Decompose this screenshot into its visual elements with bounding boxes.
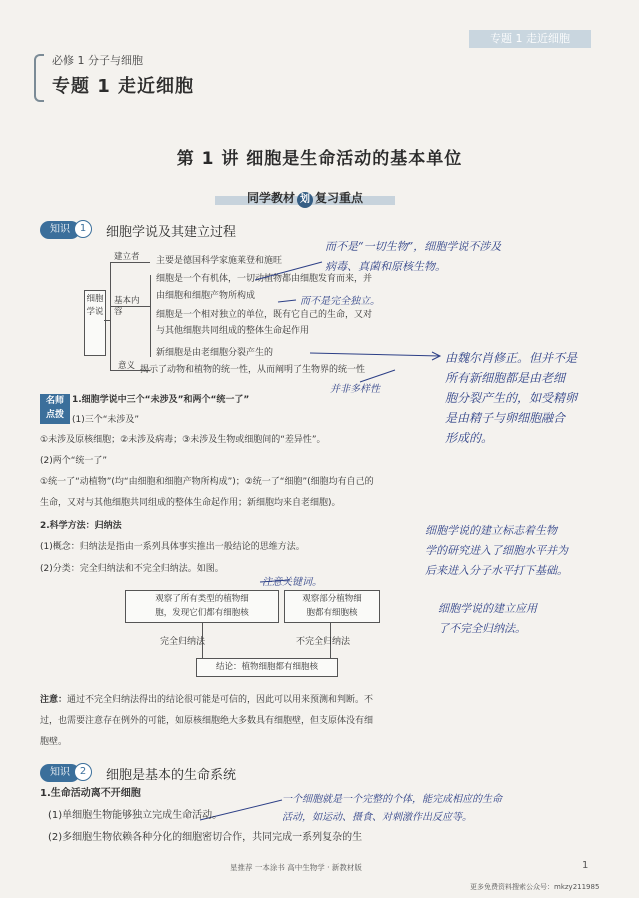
flow-label-complete: 完全归纳法 <box>160 637 206 647</box>
note-line-2: 过，也需要注意存在例外的可能，如原核细胞绝大多数具有细胞壁，但支原体没有细 <box>40 716 374 726</box>
note-11: 学的研究进入了细胞水平并为 <box>425 544 568 557</box>
header-tab: 专题 1 走近细胞 <box>469 30 591 48</box>
s2-heading: 1.生命活动离不开细胞 <box>40 788 141 799</box>
s2-a: (1)单细胞生物能够独立完成生命活动。 <box>48 810 223 821</box>
flow-box-complete: 观察了所有类型的植物细 胞，发现它们都有细胞核 <box>125 590 279 623</box>
watermark: 更多免费资料搜索公众号：mkzy211985 <box>470 883 600 891</box>
note-13: 注意关键词。 <box>262 577 322 588</box>
note-paragraph: 注意：通过不完全归纳法得出的结论很可能是可信的，因此可以用来预测和判断。不 <box>40 695 374 705</box>
p1-e: 生命，又对与其他细胞共同组成的整体生命起作用；新细胞均来自老细胞)。 <box>40 498 341 508</box>
p1-c: (2)两个“统一了” <box>40 456 108 466</box>
p1-heading: 1.细胞学说中三个“未涉及”和两个“统一了” <box>72 395 250 405</box>
note-7: 是由精子与卵细胞融合 <box>445 411 566 425</box>
diagram-root: 细胞学说 <box>84 290 106 356</box>
section1-title: 细胞学说及其建立过程 <box>106 225 237 240</box>
note-16: 一个细胞就是一个完整的个体，能完成相应的生命 <box>282 794 502 805</box>
note-line-3: 胞壁。 <box>40 737 68 747</box>
section2-number: 2 <box>74 763 92 781</box>
tip-badge: 名师 点拨 <box>40 394 70 424</box>
note-3: 而不是完全独立。 <box>300 296 380 307</box>
section2-title: 细胞是基本的生命系统 <box>106 768 237 783</box>
flow-box-partial: 观察部分植物细 胞都有细胞核 <box>284 590 380 623</box>
p2-heading: 2.科学方法：归纳法 <box>40 521 122 531</box>
note-1: 而不是“一切生物”，细胞学说不涉及 <box>325 240 502 253</box>
content-line-4: 与其他细胞共同组成的整体生命起作用 <box>156 326 310 336</box>
flow-label-partial: 不完全归纳法 <box>296 637 351 647</box>
note-2: 病毒、真菌和原核生物。 <box>325 260 446 273</box>
p1-a: (1)三个“未涉及” <box>72 415 140 425</box>
note-8: 形成的。 <box>445 431 494 445</box>
note-17: 活动，如运动、摄食、对刺激作出反应等。 <box>282 812 472 823</box>
p1-d: ①统一了“动植物”(均“由细胞和细胞产物所构成”)；②统一了“细胞”(细胞均有自己的 <box>40 477 374 487</box>
note-14: 细胞学说的建立应用 <box>438 602 537 615</box>
note-9: 并非多样性 <box>330 384 380 395</box>
banner-circle: 划 <box>297 192 313 208</box>
branch-content: 基本内容 <box>114 296 140 317</box>
banner-left: 同学教材 <box>246 191 295 205</box>
banner-right: 复习重点 <box>315 191 364 205</box>
series-label: 必修 1 分子与细胞 <box>52 54 143 67</box>
branch-founder: 建立者 <box>114 252 140 262</box>
flow-result: 结论：植物细胞都有细胞核 <box>196 658 338 677</box>
p2-b: (2)分类：完全归纳法和不完全归纳法。如图。 <box>40 564 224 574</box>
p2-a: (1)概念：归纳法是指由一系列具体事实推出一般结论的思维方法。 <box>40 542 305 552</box>
note-12: 后来进入分子水平打下基础。 <box>425 564 568 577</box>
content-line-5: 新细胞是由老细胞分裂产生的 <box>156 348 274 358</box>
content-line-3: 细胞是一个相对独立的单位，既有它自己的生命，又对 <box>156 310 373 320</box>
p1-b: ①未涉及原核细胞；②未涉及病毒；③未涉及生物或细胞间的“差异性”。 <box>40 435 326 445</box>
note-5: 所有新细胞都是由老细 <box>445 371 566 385</box>
section1-badge: 知识 <box>40 221 80 239</box>
meaning-text: 揭示了动物和植物的统一性，从而阐明了生物界的统一性 <box>140 365 366 375</box>
lecture-title: 第 1 讲 细胞是生命活动的基本单位 <box>176 149 463 169</box>
s2-b: (2)多细胞生物依赖各种分化的细胞密切合作，共同完成一系列复杂的生 <box>48 832 363 843</box>
section1-number: 1 <box>74 220 92 238</box>
branch-meaning: 意义 <box>118 361 136 371</box>
footer-brand: 星推荐 一本涂书 高中生物学 · 新教材版 <box>230 863 362 872</box>
note-4: 由魏尔肖修正。但并不是 <box>445 351 578 365</box>
note-15: 了不完全归纳法。 <box>438 622 526 635</box>
note-6: 胞分裂产生的，如受精卵 <box>445 391 578 405</box>
section2-badge: 知识 <box>40 764 80 782</box>
content-line-2: 由细胞和细胞产物所构成 <box>156 291 256 301</box>
page-number: 1 <box>582 860 589 871</box>
founder-text: 主要是德国科学家施莱登和施旺 <box>156 256 283 266</box>
topic-title: 专题 1 走近细胞 <box>52 76 195 97</box>
content-line-1: 细胞是一个有机体，一切动植物都由细胞发育而来，并 <box>156 274 373 284</box>
note-10: 细胞学说的建立标志着生物 <box>425 524 557 537</box>
